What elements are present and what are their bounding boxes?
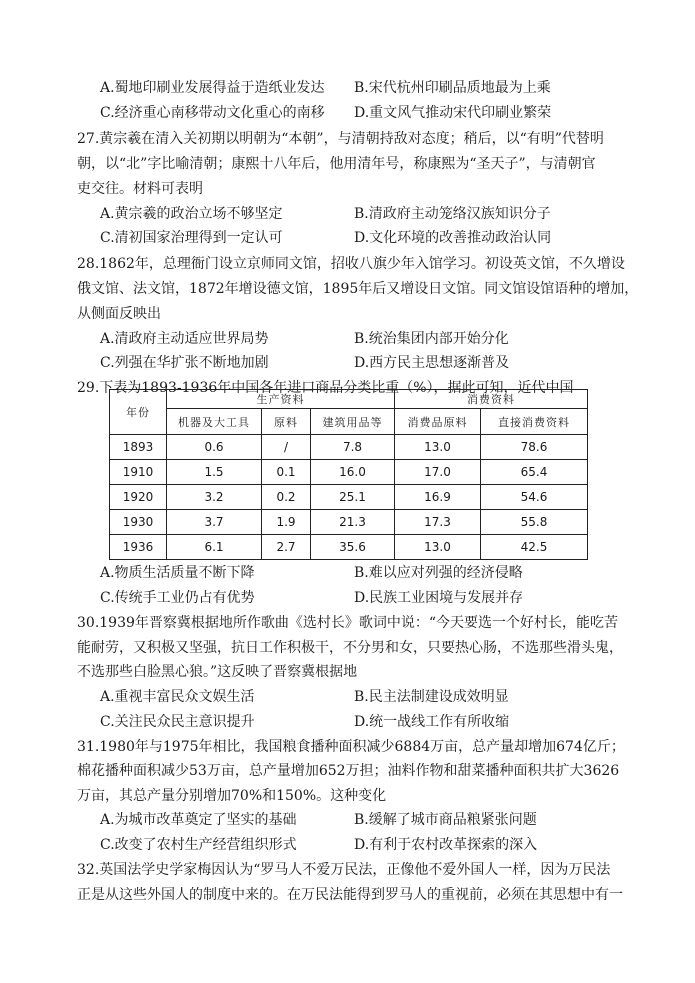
table-row [110,485,588,510]
table-cell: 35.6 [311,535,395,560]
q28-option-c: C.列强在华扩张不断地加剧 [100,355,269,371]
q29-stem: 29.下表为1893-1936年中国各年进口商品分类比重（%），据此可知，近代中国 [77,380,574,396]
table-cell: 17.0 [395,460,481,485]
table-cell: 0.1 [262,460,311,485]
q29-option-c: C.传统手工业仍占有优势 [100,590,255,606]
q26-option-a: A.蜀地印刷业发展得益于造纸业发达 [100,80,325,96]
year-cell: 1910 [110,460,167,485]
table-cell: 54.6 [481,485,588,510]
year-header: 年份 [110,390,167,435]
q28-stem-line-3: 从侧面反映出 [77,306,161,322]
table-cell: 3.7 [167,510,262,535]
q28-option-d: D.西方民主思想逐渐普及 [354,355,510,371]
table-cell: 2.7 [262,535,311,560]
q31-option-c: C.改变了农村生产经营组织形式 [100,837,297,853]
column-header: 机器及大工具 [167,409,262,435]
import-ratio-table [109,389,588,560]
q30-option-d: D.统一战线工作有所收缩 [354,714,510,730]
table-cell: 17.3 [395,510,481,535]
table-cell: 6.1 [167,535,262,560]
q27-stem-line-2: 朝，以“北”字比喻清朝；康熙十八年后，他用清年号，称康熙为“圣天子”，与清朝官 [77,156,596,172]
table-row [110,435,588,460]
table-cell: 1.9 [262,510,311,535]
q28-option-b: B.统治集团内部开始分化 [354,331,509,347]
table-row [110,460,588,485]
q31-option-b: B.缓解了城市商品粮紧张问题 [354,812,537,828]
year-cell: 1920 [110,485,167,510]
table-cell: 13.0 [395,535,481,560]
table-cell: 25.1 [311,485,395,510]
q30-stem-line-1: 30.1939年晋察冀根据地所作歌曲《选村长》歌词中说：“今天要选一个好村长，能吃苦 [77,615,619,631]
table-cell: 16.0 [311,460,395,485]
q31-option-a: A.为城市改革奠定了坚实的基础 [100,812,297,828]
production-group-header: 生产资料 [167,390,395,409]
q31-stem-line-3: 万亩，其总产量分别增加70%和150%。这种变化 [77,788,387,804]
q27-option-b: B.清政府主动笼络汉族知识分子 [354,206,551,222]
year-cell: 1893 [110,435,167,460]
table-cell: 21.3 [311,510,395,535]
q27-stem-line-3: 吏交往。材料可表明 [77,181,203,197]
q30-option-a: A.重视丰富民众文娱生活 [100,689,255,705]
q32-stem-line-1: 32.英国法学史学家梅因认为“罗马人不爱万民法，正像他不爱外国人一样，因为万民法 [77,862,611,878]
table-cell: 7.8 [311,435,395,460]
q26-option-c: C.经济重心南移带动文化重心的南移 [100,105,325,121]
column-header: 直接消费资料 [481,409,588,435]
q30-stem-line-2: 能耐劳，又积极又坚强，抗日工作积极干，不分男和女，只要热心肠，不选那些滑头鬼， [77,640,623,656]
table-cell: 1.5 [167,460,262,485]
table-cell: 0.6 [167,435,262,460]
q32-stem-line-2: 正是从这些外国人的制度中来的。在万民法能得到罗马人的重视前，必须在其思想中有一 [77,887,623,903]
q27-option-d: D.文化环境的改善推动政治认同 [354,230,552,246]
q31-stem-line-1: 31.1980年与1975年相比，我国粮食播种面积减少6884万亩，总产量却增加674亿斤； [77,739,625,755]
column-header: 消费品原料 [395,409,481,435]
column-header: 原料 [262,409,311,435]
q27-option-c: C.清初国家治理得到一定认可 [100,230,283,246]
table-cell: 55.8 [481,510,588,535]
q28-option-a: A.清政府主动适应世界局势 [100,331,269,347]
consumption-group-header: 消费资料 [395,390,588,409]
table-row [110,510,588,535]
table-cell: 65.4 [481,460,588,485]
table-cell: 78.6 [481,435,588,460]
q31-option-d: D.有利于农村改革探索的深入 [354,837,538,853]
q30-option-b: B.民主法制建设成效明显 [354,689,509,705]
q30-option-c: C.关注民众民主意识提升 [100,714,255,730]
table-cell: 42.5 [481,535,588,560]
year-cell: 1936 [110,535,167,560]
table-cell: 3.2 [167,485,262,510]
q29-option-d: D.民族工业困境与发展并存 [354,590,524,606]
column-header: 建筑用品等 [311,409,395,435]
table-cell: 13.0 [395,435,481,460]
q28-stem-line-2: 俄文馆、法文馆，1872年增设德文馆，1895年后又增设日文馆。同文馆设馆语种的增加， [77,281,639,297]
table-cell: 16.9 [395,485,481,510]
q27-stem-line-1: 27.黄宗羲在清入关初期以明朝为“本朝”，与清朝持敌对态度；稍后，以“有明”代替明 [77,131,604,147]
table-cell: 0.2 [262,485,311,510]
table-row [110,535,588,560]
q29-option-b: B.难以应对列强的经济侵略 [354,565,523,581]
q26-option-b: B.宋代杭州印刷品质地最为上乘 [354,80,551,96]
q28-stem-line-1: 28.1862年，总理衙门设立京师同文馆，招收八旗少年入馆学习。初设英文馆，不久增设 [77,256,625,272]
table-cell: / [262,435,311,460]
q27-option-a: A.黄宗羲的政治立场不够坚定 [100,206,283,222]
q30-stem-line-3: 不选那些白脸黑心狼。”这反映了晋察冀根据地 [77,664,358,680]
q31-stem-line-2: 棉花播种面积减少53万亩，总产量增加652万担；油料作物和甜菜播种面积共扩大3626 [77,763,620,779]
q29-option-a: A.物质生活质量不断下降 [100,565,255,581]
year-cell: 1930 [110,510,167,535]
q26-option-d: D.重文风气推动宋代印刷业繁荣 [354,105,552,121]
